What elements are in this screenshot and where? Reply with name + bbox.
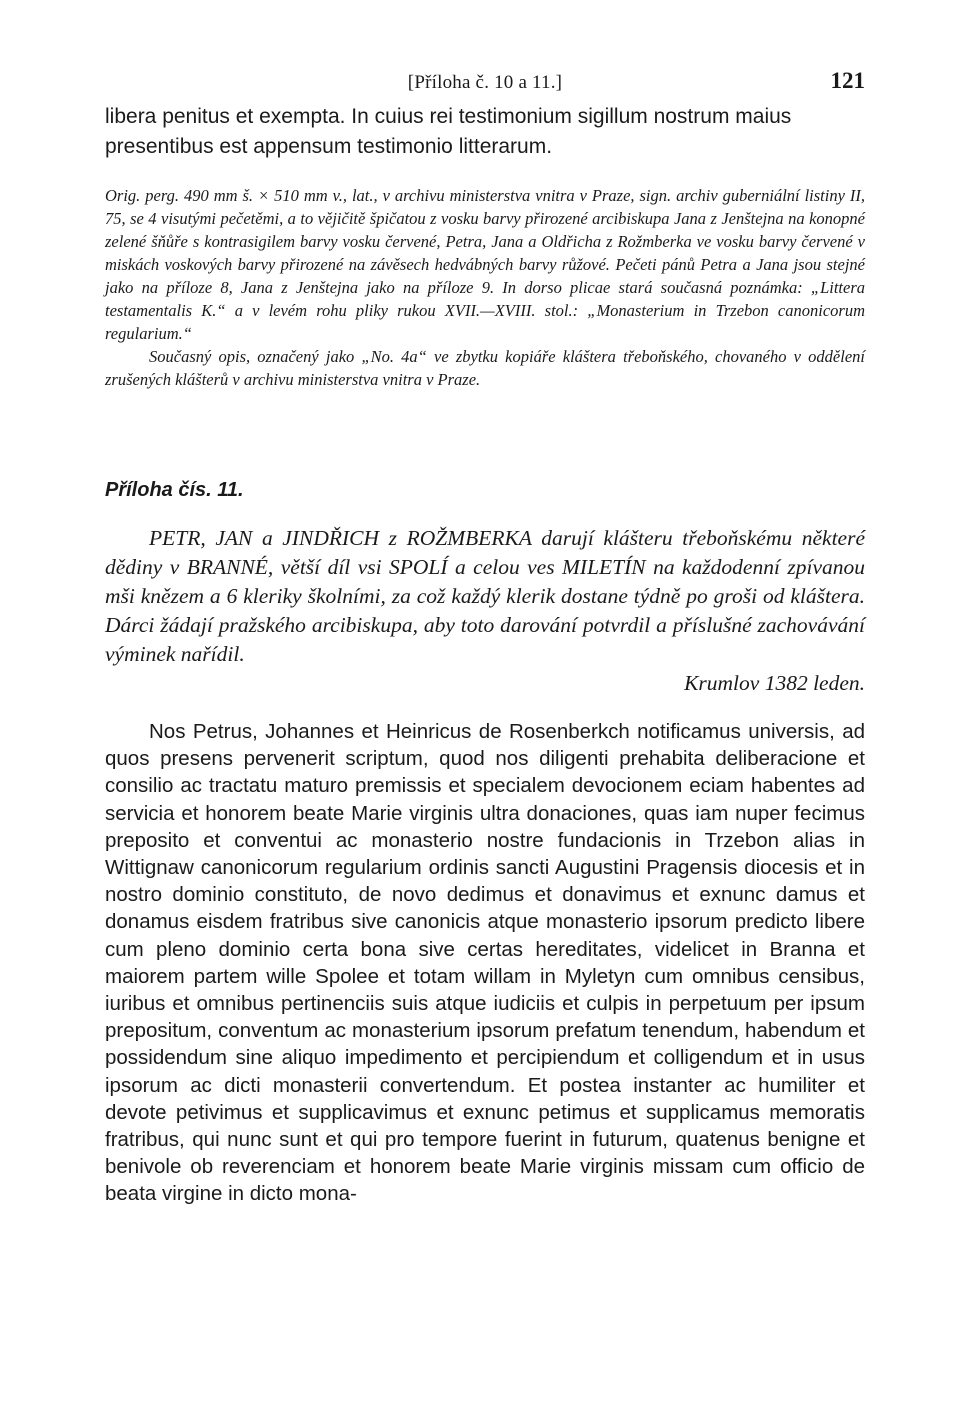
running-title: [Příloha č. 10 a 11.] [407, 72, 563, 93]
archival-note [105, 184, 865, 391]
document-page [105, 62, 865, 1208]
charter-text: Nos Petrus, Johannes et Heinricus de Rosenberkch notificamus universis, ad quos presens pervenerit scriptum, quod nos diligenti prehabita deliberacione et consilio ac tractatu maturo premissis et specialem devocionem eciam habentes ad servicia et honorem beate Marie virginis ultra donaciones, quas iam nuper fecimus preposito et conventui ac monasterio nostre fundacionis in Trzebon alias in Wittignaw canonicorum regularium ordinis sancti Augustini Pragensis diocesis et in nostro dominio constituto, de novo dedimus et donavimus et exnunc damus et donamus eisdem fratribus sive canonicis atque monasterio ipsorum predicto libere cum pleno dominio certa bona sive certas hereditates, videlicet in Branna et maiorem partem wille Spolee et totam willam in Myletyn cum omnibus censibus, iuribus et omnibus pertinenciis suis atque iudiciis et culpis in perpetuum per ipsum prepositum, conventum ac monasterium ipsorum prefatum tenendum, habendum et possidendum sine aliquo impedimento et percipiendum et colligendum et in usus ipsorum ac dicti monasterii convertendum. Et postea instanter ac humiliter et devote petivimus et supplicavimus et exnunc petimus et supplicamus memoratis fratribus, qui nunc sunt et qui pro tempore fuerint in futurum, quatenus benigne et benivole ob reverenciam et honorem beate Marie virginis missam cum officio de beata virgine in dicto mona- [105, 720, 865, 1206]
page-number: 121 [830, 68, 865, 93]
appendix-regest: PETR, JAN a JINDŘICH z ROŽMBERKA darují klášteru třeboňskému některé dědiny v BRANNÉ, větší díl vsi SPOLÍ a celou ves MILETÍN na každodenní zpívanou mši knězem a 6 kleriky školními, za což každý klerik dostane týdně po groši od kláštera. Dárci žádají pražského arcibiskupa, aby toto darování potvrdil a příslušné zachovávání výminek nařídil. [105, 526, 865, 666]
archival-note-paragraph: Současný opis, označený jako „No. 4a“ ve zbytku kopiáře kláštera třeboňského, chovaného v oddělení zrušených klášterů v archivu ministerstva vnitra v Praze. [105, 347, 865, 389]
appendix-place-date: Krumlov 1382 leden. [684, 671, 865, 695]
appendix-heading: Příloha čís. 11. [105, 479, 244, 501]
running-header [105, 62, 865, 102]
previous-appendix-closing-text: libera penitus et exempta. In cuius rei testimonium sigillum nostrum maius presentibus est appensum testimonio litterarum. [105, 105, 792, 158]
archival-note-paragraph: Orig. perg. 490 mm š. × 510 mm v., lat., v archivu ministerstva vnitra v Praze, sign. archiv guberniální listiny II, 75, se 4 visutými pečetěmi, a to vějičitě špičatou z vosku barvy přirozené arcibiskupa Jana z Jenštejna na konopné zelené šňůře s kontrasigilem barvy vosku červené, Petra, Jana a Oldřicha z Rožmberka ve vosku barvy červené v miskách voskových barvy přirozené na závěsech hedvábných barvy růžové. Pečeti pánů Petra a Jana jsou stejné jako na příloze 8, Jana z Jenštejna jako na příloze 9. In dorso plicae stará současná poznámka: „Littera testamentalis K.“ a v levém rohu pliky rukou XVII.—XVIII. stol.: „Monasterium in Trzebon canonicorum regularium.“ [105, 186, 865, 343]
